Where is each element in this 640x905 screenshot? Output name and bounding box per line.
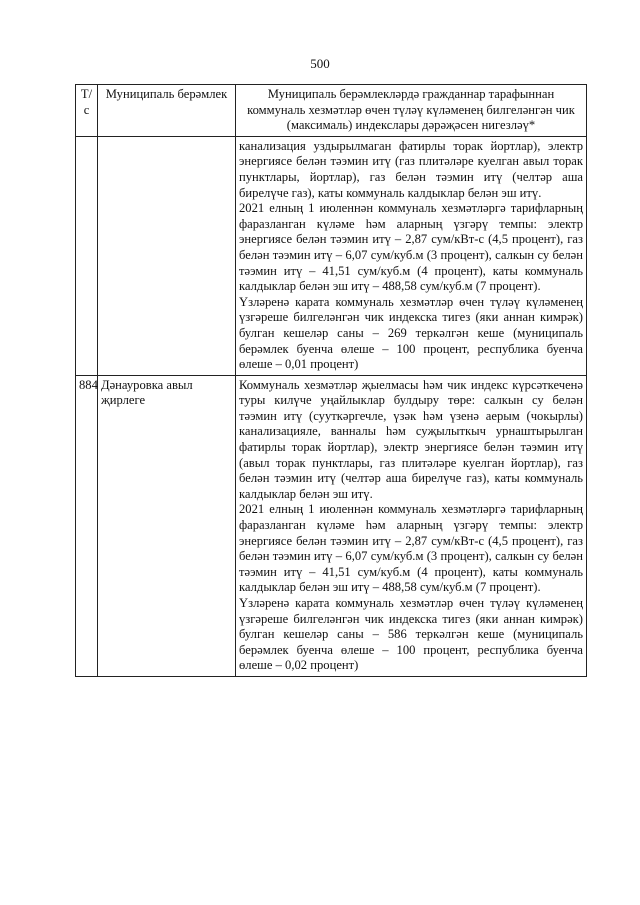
row-justification bbox=[236, 136, 587, 375]
paragraph: Коммуналь хезмәтләр җыелмасы һәм чик индекс күрсәткеченә туры килүче уңайлыклар булдыру төре: салкын су белән тәэмин итү (сууткәргечле, үзәк һәм үзенә аерым (чокырлы) канализацияле, ванналы һәм суҗылыткыч урнаштырылган фатирлы торак йортлар), электр энергиясе белән тәэмин итү (авыл торак пунктлары, газ плитәләре куелган йортлар), газ белән тәэмин итү (челтәр аша бирелүче газ), каты коммуналь калдыклар белән эш итү. bbox=[239, 377, 583, 501]
row-municipality: Дәнауровка авыл җирлеге bbox=[98, 375, 236, 676]
header-municipality: Муниципаль берәмлек bbox=[98, 85, 236, 137]
row-number: 884 bbox=[76, 375, 98, 676]
table-header-row bbox=[76, 85, 587, 137]
paragraph: канализация уздырылмаган фатирлы торак йортлар), электр энергиясе белән тәэмин итү (газ плитәләре куелган авыл торак пунктлары, йортлар), газ белән тәэмин итү (челтәр аша бирелүче газ), каты коммуналь калдыклар белән эш итү. bbox=[239, 138, 583, 200]
table-row bbox=[76, 375, 587, 676]
header-justification: Муниципаль берәмлекләрдә гражданнар тарафыннан коммуналь хезмәтләр өчен түләү күләменең билгеләнгән чик (максималь) индекслары дәрәҗәсен нигезләү* bbox=[236, 85, 587, 137]
row-justification bbox=[236, 375, 587, 676]
municipal-table bbox=[75, 84, 587, 677]
paragraph: Үзләренә карата коммуналь хезмәтләр өчен түләү күләменең үзгәреше билгеләнгән чик индекска тигез (яки аннан кимрәк) булган кешеләр саны – 586 теркәлгән кеше (муниципаль берәмлек буенча өлеше – 100 процент, республика буенча өлеше – 0,02 процент) bbox=[239, 596, 583, 673]
row-municipality bbox=[98, 136, 236, 375]
paragraph: 2021 елның 1 июленнән коммуналь хезмәтләргә тарифларның фаразланган күләме һәм аларның үзгәрү темпы: электр энергиясе белән тәэмин итү – 2,87 сум/кВт-с (4,5 процент), газ белән тәэмин итү – 6,07 сум/куб.м (3 процент), салкын су белән тәэмин итү – 41,51 сум/куб.м (4 процент), каты коммуналь калдыклар белән эш итү – 488,58 сум/куб.м (7 процент). bbox=[239, 201, 583, 294]
row-number bbox=[76, 136, 98, 375]
table-row bbox=[76, 136, 587, 375]
page-number: 500 bbox=[310, 56, 330, 71]
paragraph: Үзләренә карата коммуналь хезмәтләр өчен түләү күләменең үзгәреше билгеләнгән чик индекска тигез (яки аннан кимрәк) булган кешеләр саны – 269 теркәлгән кеше (муниципаль берәмлек буенча өлеше – 100 процент, республика буенча өлеше – 0,01 процент) bbox=[239, 294, 583, 372]
header-number: Т/с bbox=[76, 85, 98, 137]
paragraph: 2021 елның 1 июленнән коммуналь хезмәтләргә тарифларның фаразланган күләме һәм аларның үзгәрү темпы: электр энергиясе белән тәэмин итү – 2,87 сум/кВт-с (4,5 процент), газ белән тәэмин итү – 6,07 сум/куб.м (3 процент), салкын су белән тәэмин итү – 41,51 сум/куб.м (4 процент), каты коммуналь калдыклар белән эш итү – 488,58 сум/куб.м (7 процент). bbox=[239, 502, 583, 595]
